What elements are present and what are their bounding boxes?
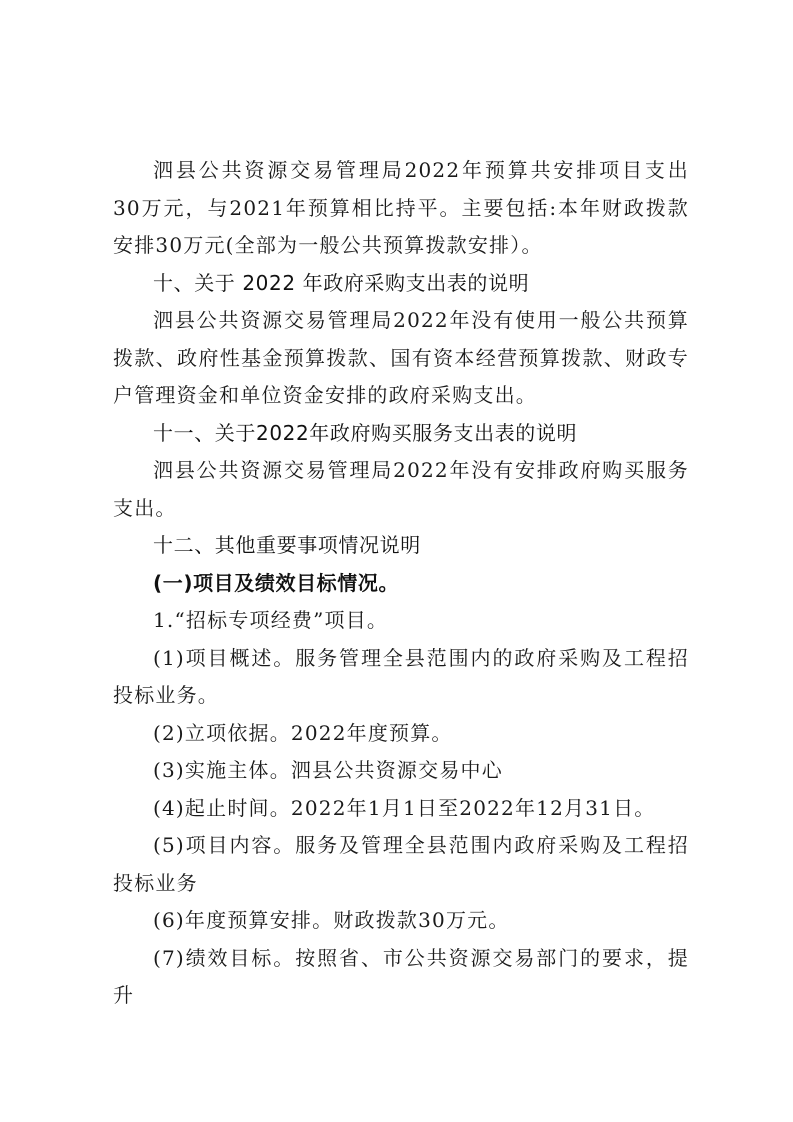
document-body — [113, 152, 689, 1015]
paragraph-service-purchase: 泗县公共资源交易管理局2022年没有安排政府购买服务支出。 — [113, 458, 689, 520]
paragraph-project-expenditure: 泗县公共资源交易管理局2022年预算共安排项目支出 30万元，与2021年预算相比持平。主要包括:本年财政拨款安排30万元(全部为一般公共预算拨款安排）。 — [113, 158, 689, 257]
paragraph-project-content: (5)项目内容。服务及管理全县范围内政府采购及工程招投标业务 — [113, 833, 689, 895]
paragraph-annual-budget: (6)年度预算安排。财政拨款30万元。 — [153, 908, 510, 932]
paragraph-basis: (2)立项依据。2022年度预算。 — [153, 720, 453, 745]
heading-procurement-table: 十、关于 2022 年政府采购支出表的说明 — [153, 270, 530, 295]
subheading-project-goals: (一)项目及绩效目标情况。 — [153, 570, 400, 595]
heading-service-purchase-table: 十一、关于2022年政府购买服务支出表的说明 — [153, 420, 578, 445]
paragraph-performance-goal: (7)绩效目标。按照省、市公共资源交易部门的要求，提升 — [113, 945, 689, 1007]
paragraph-duration: (4)起止时间。2022年1月1日至2022年12月31日。 — [153, 795, 656, 820]
paragraph-project-overview: (1)项目概述。服务管理全县范围内的政府采购及工程招投标业务。 — [113, 645, 689, 707]
paragraph-implementer: (3)实施主体。泗县公共资源交易中心 — [153, 758, 503, 782]
heading-other-matters: 十二、其他重要事项情况说明 — [153, 533, 421, 557]
paragraph-project-title: 1.“招标专项经费”项目。 — [153, 608, 389, 632]
paragraph-procurement: 泗县公共资源交易管理局2022年没有使用一般公共预算拨款、政府性基金预算拨款、国有资本经营预算拨款、财政专户管理资金和单位资金安排的政府采购支出。 — [113, 308, 689, 407]
